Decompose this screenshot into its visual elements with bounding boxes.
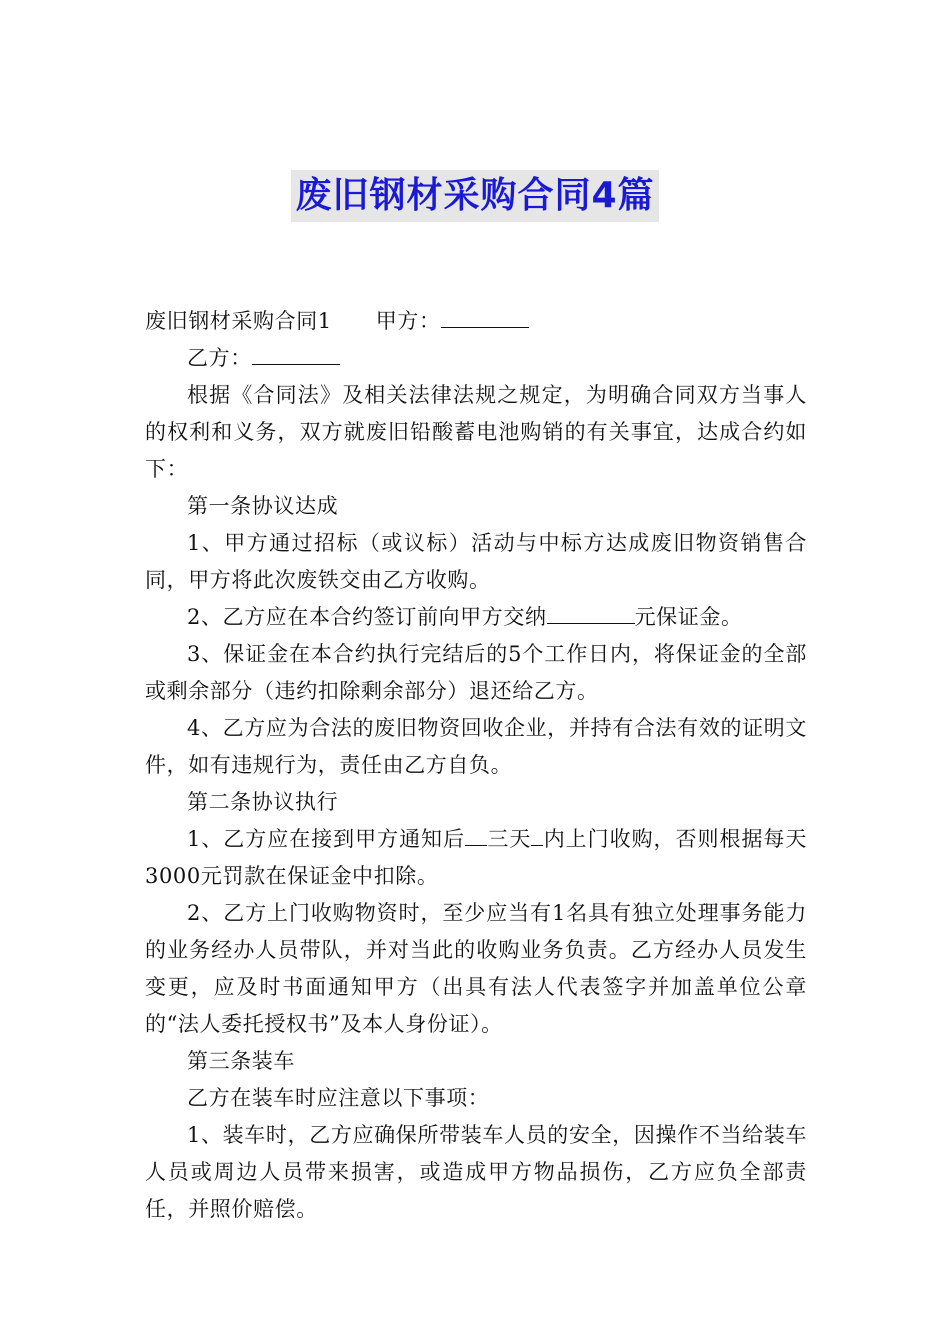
- article-1-item-2: [145, 599, 807, 636]
- document-title: 废旧钢材采购合同4篇: [291, 170, 658, 222]
- header-line: [145, 303, 807, 340]
- item-2-suffix: 元保证金。: [634, 605, 743, 629]
- article-1-heading: 第一条协议达成: [187, 494, 339, 518]
- article-3-intro: 乙方在装车时应注意以下事项：: [187, 1086, 490, 1110]
- deposit-amount-blank: [547, 603, 635, 624]
- a2-item-1-suffix: 内上门收购，否则根据每天3000元罚款在保证金中扣除。: [145, 827, 807, 888]
- party-b-label: 乙方：: [187, 346, 252, 370]
- article-2-item-2: 2、乙方上门收购物资时，至少应当有1名具有独立处理事务能力的业务经办人员带队，并对当此的收购业务负责。乙方经办人员发生变更，应及时书面通知甲方（出具有法人代表签字并加盖单位公章的“法人委托授权书”及本人身份证）。: [145, 901, 807, 1036]
- document-body: [145, 303, 807, 1228]
- days-blank-right: [531, 825, 543, 846]
- item-2-prefix: 2、乙方应在本合约签订前向甲方交纳: [187, 605, 547, 629]
- article-1-item-3: 3、保证金在本合约执行完结后的5个工作日内，将保证金的全部或剩余部分（违约扣除剩余部分）退还给乙方。: [145, 642, 807, 703]
- contract-name: 废旧钢材采购合同1: [145, 309, 332, 333]
- party-b-line: [145, 340, 807, 377]
- a2-item-1-prefix: 1、乙方应在接到甲方通知后: [187, 827, 465, 851]
- party-a-label: 甲方：: [375, 309, 441, 333]
- intro-paragraph: 根据《合同法》及相关法律法规之规定，为明确合同双方当事人的权利和义务，双方就废旧铅酸蓄电池购销的有关事宜，达成合约如下：: [145, 383, 807, 481]
- article-3-item-1: 1、装车时，乙方应确保所带装车人员的安全，因操作不当给装车人员或周边人员带来损害，或造成甲方物品损伤，乙方应负全部责任，并照价赔偿。: [145, 1123, 807, 1221]
- title-block: [0, 170, 950, 222]
- article-1-item-1: 1、甲方通过招标（或议标）活动与中标方达成废旧物资销售合同，甲方将此次废铁交由乙方收购。: [145, 531, 807, 592]
- party-a-blank: [441, 307, 529, 328]
- article-3-heading: 第三条装车: [187, 1049, 295, 1073]
- article-2-item-1: [145, 821, 807, 895]
- party-b-blank: [252, 344, 340, 365]
- a2-item-1-days: 三天: [487, 827, 532, 851]
- article-2-heading: 第二条协议执行: [187, 790, 339, 814]
- article-1-item-4: 4、乙方应为合法的废旧物资回收企业，并持有合法有效的证明文件，如有违规行为，责任由乙方自负。: [145, 716, 807, 777]
- days-blank-left: [465, 825, 487, 846]
